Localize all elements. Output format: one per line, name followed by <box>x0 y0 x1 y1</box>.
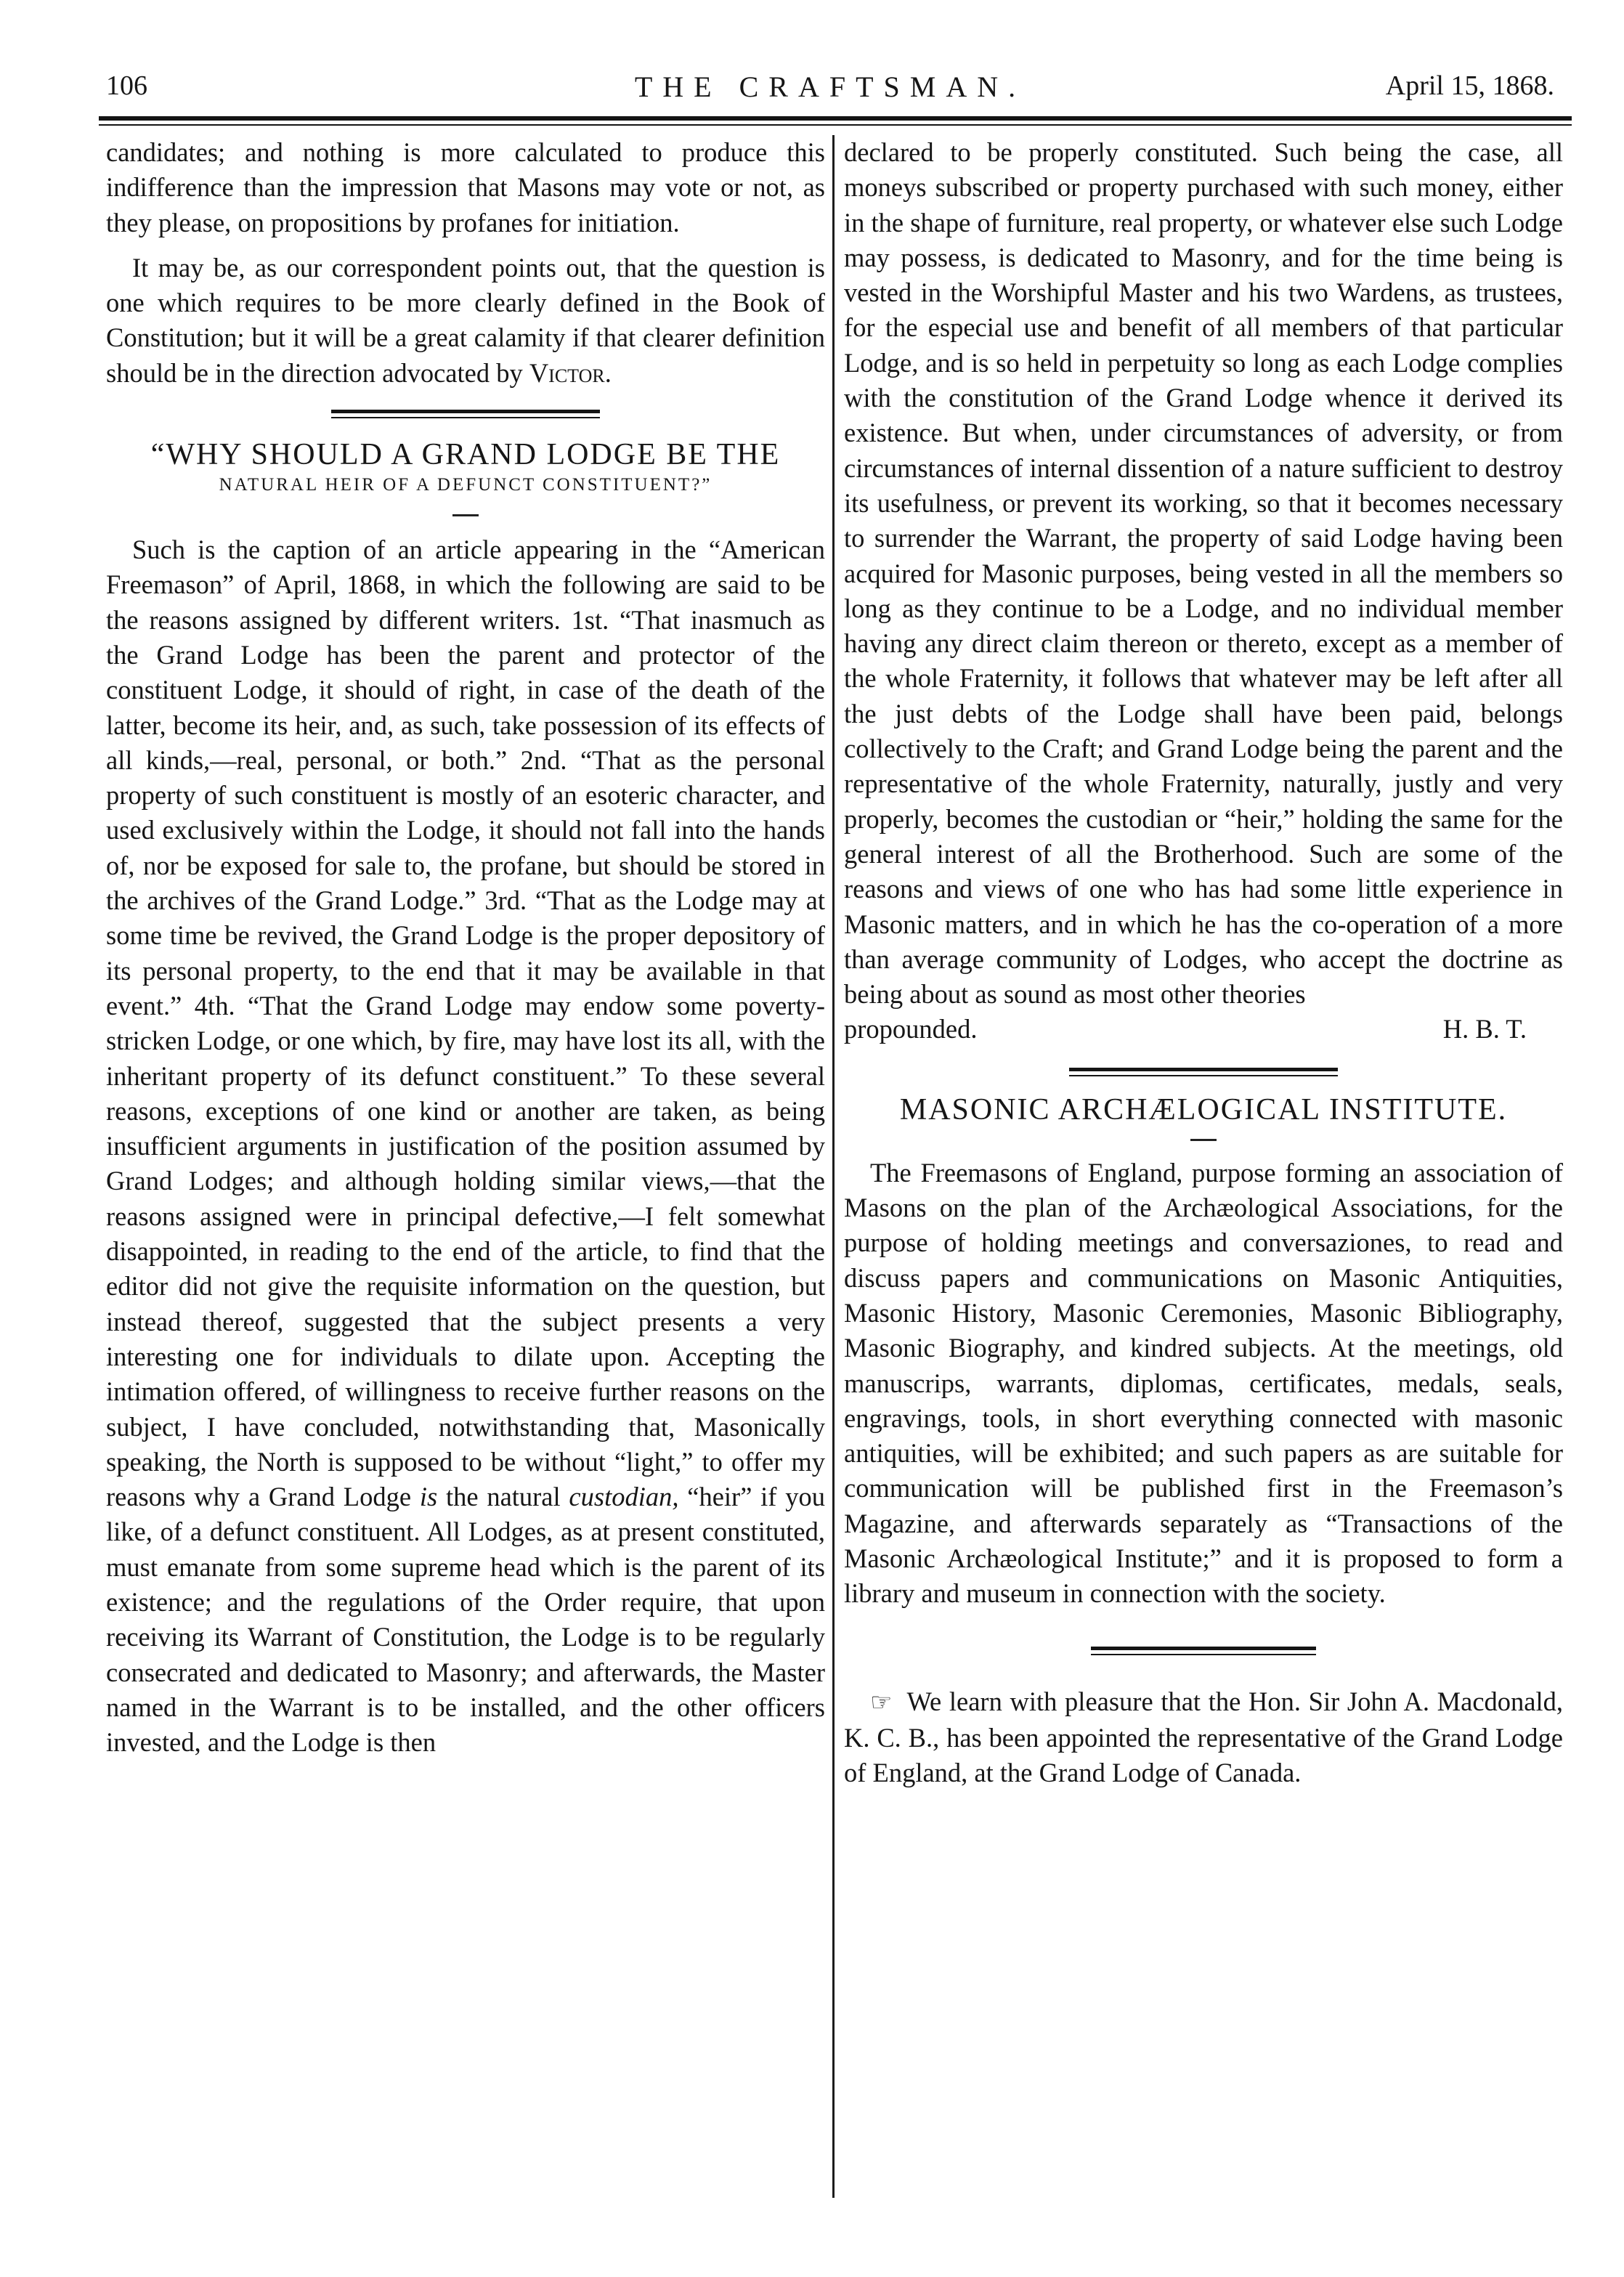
article-heading <box>106 436 825 497</box>
article-subtitle: NATURAL HEIR OF A DEFUNCT CONSTITUENT?” <box>219 475 712 495</box>
section-separator <box>1069 1068 1338 1076</box>
author-name: Victor. <box>529 357 612 388</box>
signature: H. B. T. <box>1442 1014 1527 1044</box>
paragraph: It may be, as our correspondent points out, that the question is one which requires to be more clearly defined in the Book of Constitution; but it will be a great calamity if that clearer definition should be in the direction advocated by Victor. <box>106 252 825 388</box>
column-divider <box>832 135 835 2198</box>
emphasis: is <box>419 1482 438 1512</box>
left-column <box>106 135 825 1760</box>
heading-dash <box>452 514 479 516</box>
right-column <box>844 135 1563 1790</box>
paragraph: ☞ We learn with pleasure that the Hon. Sir John A. Macdonald, K. C. B., has been appointed the representative of the Grand Lodge of England, at the Grand Lodge of Canada. <box>844 1686 1563 1788</box>
pointing-hand-icon: ☞ <box>870 1689 893 1716</box>
page-number: 106 <box>106 70 147 101</box>
article-title: “WHY SHOULD A GRAND LODGE BE THE <box>150 438 781 472</box>
paragraph: The Freemasons of England, purpose forming an association of Masons on the plan of the Archæological Associations, for the purpose of holding meetings and conversaziones, to read and discuss papers and communications on Masonic Antiquities, Masonic History, Masonic Ceremonies, Masonic Bibliography, Masonic Biography, and kindred subjects. At the meetings, old manuscrips, warrants, diplomas, certificates, medals, seals, engravings, tools, in short everything connected with masonic antiquities, will be exhibited; and such papers as are suitable for communication will be published first in the Freemason’s Magazine, and afterwards separately as “Transactions of the Masonic Archæological Institute;” and it is proposed to form a library and museum in connection with the society. <box>844 1157 1563 1609</box>
page-header <box>106 70 1554 109</box>
paragraph-end: propounded. <box>844 1014 978 1044</box>
signature-line <box>844 1012 1563 1047</box>
header-rule-thick <box>99 116 1572 121</box>
publication-title: THE CRAFTSMAN. <box>634 70 1026 103</box>
section-separator <box>1091 1647 1316 1655</box>
section-separator <box>331 410 600 418</box>
issue-date: April 15, 1868. <box>1385 70 1554 101</box>
institute-title: MASONIC ARCHÆLOGICAL INSTITUTE. <box>899 1092 1508 1127</box>
paragraph: candidates; and nothing is more calculated to produce this indifference than the impression that Masons may vote or not, as they please, on propositions by profanes for initiation. <box>106 137 825 238</box>
emphasis: custodian, <box>569 1482 679 1512</box>
header-rule-thin <box>99 124 1572 126</box>
institute-heading <box>844 1091 1563 1129</box>
paragraph: declared to be properly constituted. Such being the case, all moneys subscribed or property purchased with such money, either in the shape of furniture, real property, or whatever else such Lodge may possess, is dedicated to Masonry, and for the time being is vested in the Worshipful Master and his two Wardens, as trustees, for the especial use and benefit of all members of that particular Lodge, and is so held in perpetuity so long as each Lodge complies with the constitution of the Grand Lodge whence it derived its existence. But when, under circumstances of adversity, or from circumstances of internal dissention of a nature sufficient to destroy its usefulness, or prevent its working, so that it becomes necessary to surrender the Warrant, the property of said Lodge having been acquired for Masonic purposes, being vested in all the members so long as they continue to be a Lodge, and no individual member having any direct claim thereon or thereto, except as a member of the whole Fraternity, it follows that whatever may be left after all the just debts of the Lodge shall have been paid, belongs collectively to the Craft; and Grand Lodge being the parent and the representative of the whole Fraternity, naturally, justly and very properly, becomes the custodian or “heir,” holding the same for the general interest of all the Brotherhood. Such are some of the reasons and views of one who has had some little experience in Masonic matters, and in which he has the co-operation of a more than average community of Lodges, who accept the doctrine as being about as sound as most other theories <box>844 137 1563 1010</box>
paragraph: Such is the caption of an article appearing in the “American Freemason” of April, 1868, in which the following are said to be the reasons assigned by different writers. 1st. “That inasmuch as the Grand Lodge has been the parent and protector of the constituent Lodge, it should of right, in case of the death of the latter, become its heir, and, as such, take possession of its effects of all kinds,—real, personal, or both.” 2nd. “That as the personal property of such constituent is mostly of an esoteric character, and used exclusively within the Lodge, it should not fall into the hands of, nor be exposed for sale to, the profane, but should be stored in the archives of the Grand Lodge.” 3rd. “That as the Lodge may at some time be revived, the Grand Lodge is the proper depository of its personal property, to the end that it may be available in that event.” 4th. “That the Grand Lodge may endow some poverty-stricken Lodge, or one which, by fire, may have lost its all, with the inheritant property of its defunct constituent.” To these several reasons, exceptions of one kind or another are taken, as being insufficient arguments in justification of the position assumed by Grand Lodges; and although holding similar views,—that the reasons assigned were in principal defective,—I felt somewhat disappointed, in reading to the end of the article, to find that the editor did not give the requisite information on the question, but instead thereof, suggested that the subject presents a very interesting one for individuals to dilate upon. Accepting the intimation offered, of willingness to receive further reasons on the subject, I have concluded, notwithstanding that, Masonically speaking, the North is supposed to be without “light,” to offer my reasons why a Grand Lodge is the natural custodian, “heir” if you like, of a defunct constituent. All Lodges, as at present constituted, must emanate from some supreme head which is the parent of its existence; and the regulations of the Order require, that upon receiving its Warrant of Constitution, the Lodge is to be regularly consecrated and dedicated to Masonry; and afterwards, the Master named in the Warrant is to be installed, and the other officers invested, and the Lodge is then <box>106 535 825 1758</box>
heading-dash <box>1190 1139 1217 1141</box>
